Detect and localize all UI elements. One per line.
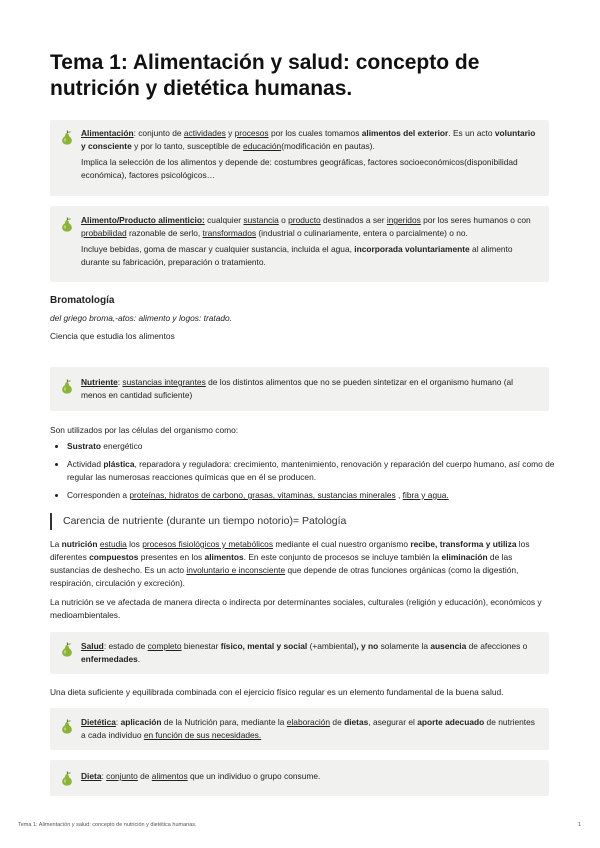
nutricion-paragraph: La nutrición estudia los procesos fisiológicos y metabólicos mediante el cual nuestro organismo recibe, transforma y utiliza los diferentes compuestos presentes en los alimentos. En este conjunto de procesos se incluye también la eliminación de las sustancias de deshecho. Es un acto involuntario e inconsciente que depende de otras funciones orgánicas (como la digestión, respiración, circulación y excreción). (50, 539, 530, 588)
page-footer: Tema 1: Alimentación y salud: concepto de nutrición y dietética humanas. (18, 822, 197, 828)
bromatologia-definition: Ciencia que estudia los alimentos (50, 331, 175, 341)
term-salud: Salud (81, 641, 104, 651)
callout-body (81, 214, 539, 272)
term-nutriente: Nutriente (81, 377, 118, 387)
nutricion-determinants: La nutrición se ve afectada de manera directa o indirecta por determinantes sociales, culturales (religión y educación), económicos y medioambientales. (50, 597, 542, 620)
quote-carencia: Carencia de nutriente (durante un tiempo notorio)= Patología (50, 513, 346, 530)
alimentacion-definition: Alimentación: conjunto de actividades y procesos por los cuales tomamos alimentos del exterior. Es un acto voluntario y consciente y por lo tanto, susceptible de educación(modificación en pautas). (81, 128, 536, 151)
term-dietetica: Dietética (81, 717, 116, 727)
callout-dietetica (50, 708, 549, 750)
uses-intro: Son utilizados por las células del organismo como: (50, 425, 239, 435)
pear-icon (61, 130, 73, 145)
callout-body (81, 716, 539, 745)
dietetica-definition: Dietética: aplicación de la Nutrición para, mediante la elaboración de dietas, asegurar el aporte adecuado de nutrientes a cada individuo en función de sus necesidades. (81, 717, 535, 740)
list-item: • Actividad plástica, reparadora y reguladora: crecimiento, mantenimiento, renovación y reparación del cuerpo humano, así como de regular las numerosas reacciones químicas que en él se producen. (67, 458, 567, 484)
alimentacion-detail: Implica la selección de los alimentos y depende de: costumbres geográficas, factores socioeconómicos(disponibilidad económica), factores psicológicos… (81, 157, 518, 180)
pear-icon (61, 719, 73, 734)
pear-icon (61, 642, 73, 657)
alimento-detail: Incluye bebidas, goma de mascar y cualquier sustancia, incluida el agua, incorporada voluntariamente al alimento durante su fabricación, preparación o tratamiento. (81, 244, 513, 267)
callout-alimentacion (50, 120, 549, 196)
dieta-sentence: Una dieta suficiente y equilibrada combinada con el ejercicio físico regular es un elemento fundamental de la buena salud. (50, 687, 504, 697)
alimento-definition: Alimento/Producto alimenticio: cualquier sustancia o producto destinados a ser ingeridos por los seres humanos o con probabilidad razonable de serlo, transformados (industrial o culinariamente, entera o parcialmente) o no. (81, 215, 531, 238)
callout-body (81, 640, 539, 669)
pear-icon (61, 771, 73, 786)
uses-list (50, 440, 567, 507)
bromatologia-etymology: del griego broma,-atos: alimento y logos: tratado. (50, 313, 233, 323)
callout-body (81, 770, 539, 786)
pear-icon (61, 379, 73, 394)
term-alimentacion: Alimentación (81, 128, 134, 138)
callout-body (81, 376, 539, 405)
callout-alimento (50, 206, 549, 282)
callout-nutriente (50, 367, 549, 411)
callout-salud (50, 632, 549, 674)
term-alimento: Alimento/Producto alimenticio: (81, 215, 205, 225)
list-item: • Sustrato energético (67, 440, 567, 453)
dieta-definition: Dieta: conjunto de alimentos que un individuo o grupo consume. (81, 771, 321, 781)
list-item: • Corresponden a proteínas, hidratos de carbono, grasas, vitaminas, sustancias minerales , fibra y agua. (67, 489, 567, 502)
salud-definition: Salud: estado de completo bienestar físico, mental y social (+ambiental), y no solamente la ausencia de afecciones o enfermedades. (81, 641, 528, 664)
callout-dieta (50, 760, 549, 796)
pear-icon (61, 217, 73, 232)
section-heading-bromatologia: Bromatología (50, 295, 115, 306)
nutriente-definition: Nutriente: sustancias integrantes de los distintos alimentos que no se pueden sintetizar en el organismo humano (al menos en cantidad suficiente) (81, 377, 514, 400)
page-number: 1 (578, 822, 582, 828)
callout-body (81, 127, 539, 185)
term-dieta: Dieta (81, 771, 102, 781)
page-title: Tema 1: Alimentación y salud: concepto de nutrición y dietética humanas. (50, 51, 480, 100)
